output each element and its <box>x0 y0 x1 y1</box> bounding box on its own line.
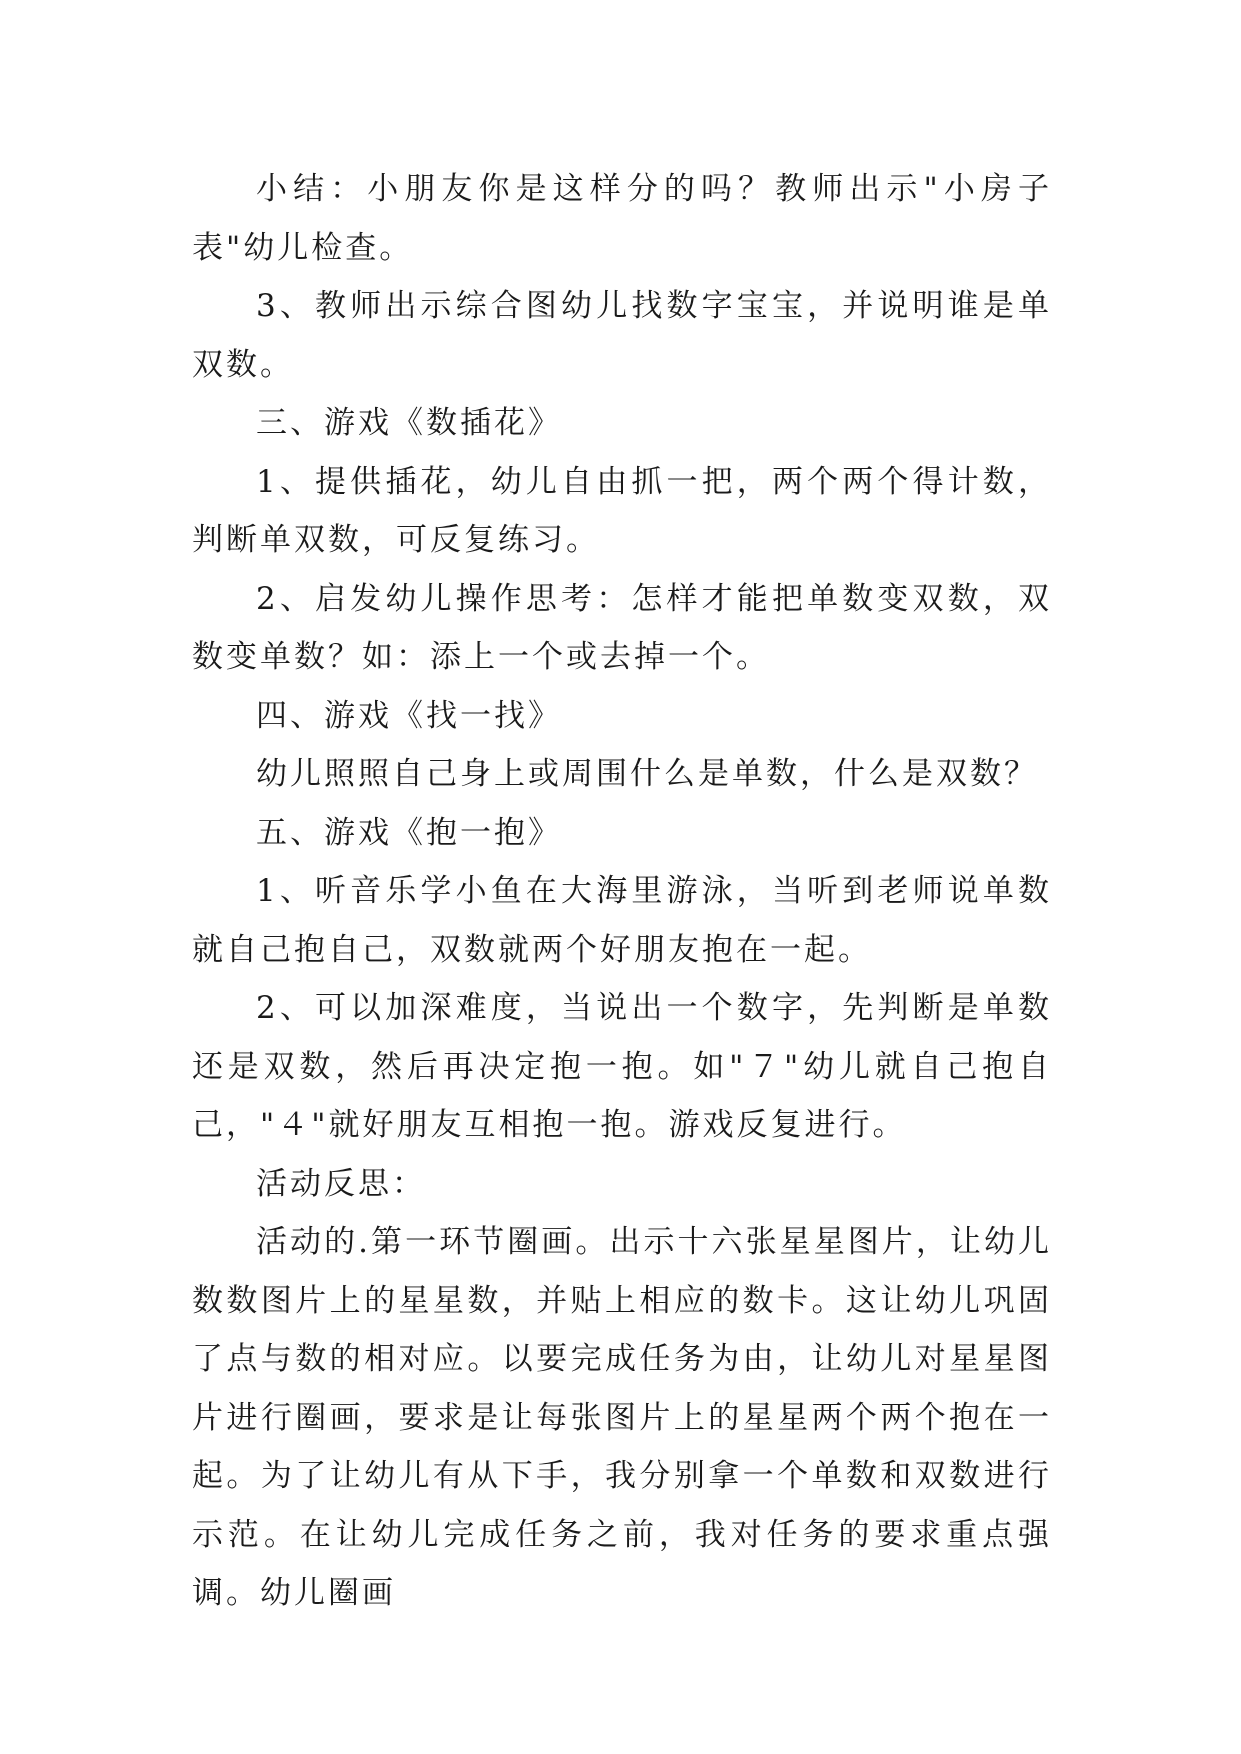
paragraph-summary: 小结：小朋友你是这样分的吗？教师出示"小房子表"幼儿检查。 <box>192 171 1052 266</box>
heading-game-find: 四、游戏《找一找》 <box>256 697 562 734</box>
paragraph-hug-2: 2、可以加深难度，当说出一个数字，先判断是单数还是双数，然后再决定抱一抱。如"７"幼儿就自己抱自己，"４"就好朋友互相抱一抱。游戏反复进行。 <box>192 990 1052 1143</box>
heading-game-flowers: 三、游戏《数插花》 <box>256 405 562 441</box>
paragraph-find: 幼儿照照自己身上或周围什么是单数，什么是双数？ <box>256 756 1038 792</box>
paragraph-flowers-1: 1、提供插花，幼儿自由抓一把，两个两个得计数，判断单双数，可反复练习。 <box>192 463 1052 558</box>
paragraph-step-3: 3、教师出示综合图幼儿找数字宝宝，并说明谁是单双数。 <box>192 288 1052 383</box>
paragraph-reflection: 活动的.第一环节圈画。出示十六张星星图片，让幼儿数数图片上的星星数，并贴上相应的数卡。这让幼儿巩固了点与数的相对应。以要完成任务为由，让幼儿对星星图片进行圈画，要求是让每张图片上的星星两个两个抱在一起。为了让幼儿有从下手，我分别拿一个单数和双数进行示范。在让幼儿完成任务之前，我对任务的要求重点强调。幼儿圈画 <box>192 1224 1052 1611</box>
heading-reflection: 活动反思： <box>256 1165 426 1202</box>
heading-game-hug: 五、游戏《抱一抱》 <box>256 814 562 851</box>
paragraph-flowers-2: 2、启发幼儿操作思考：怎样才能把单数变双数，双数变单数？如：添上一个或去掉一个。 <box>192 580 1052 675</box>
paragraph-hug-1: 1、听音乐学小鱼在大海里游泳，当听到老师说单数就自己抱自己，双数就两个好朋友抱在一起。 <box>192 873 1052 968</box>
document-body <box>192 160 1052 1623</box>
